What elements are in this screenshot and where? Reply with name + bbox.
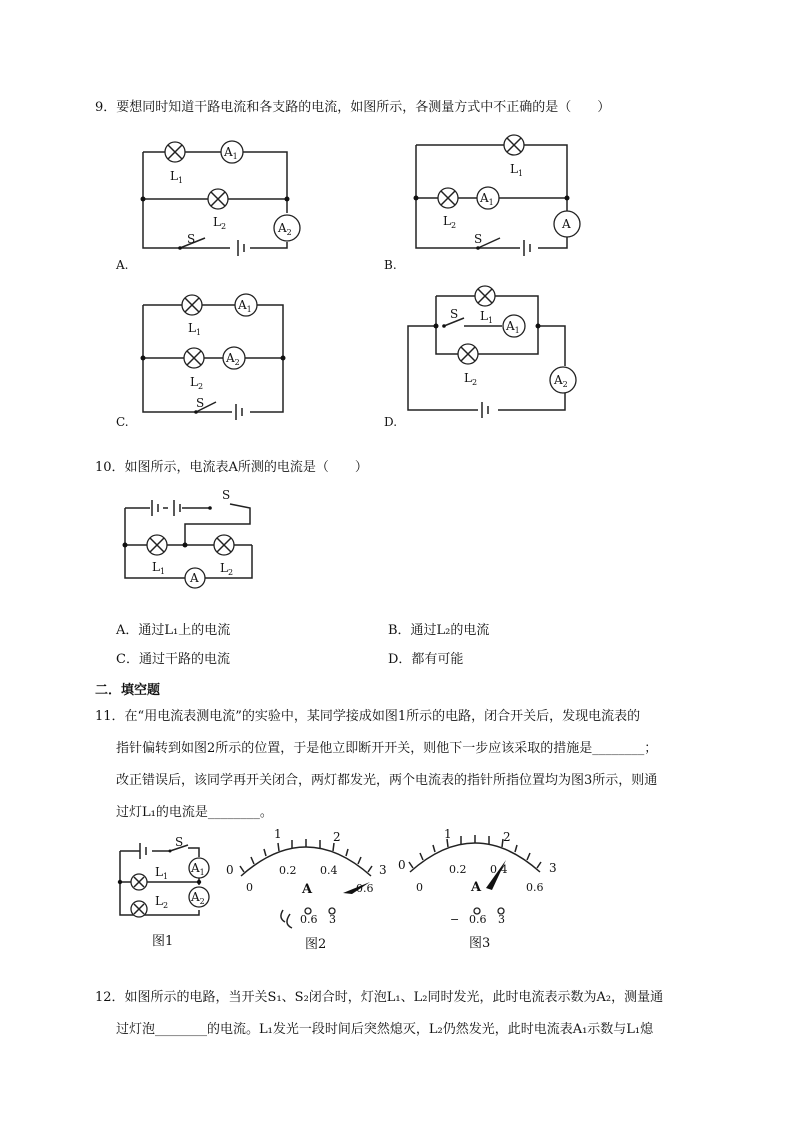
- fig3-terminal-06: 0.6: [469, 913, 487, 926]
- fig3-bottom-tick-1: 0.2: [449, 863, 467, 876]
- figure-3-dial: [409, 835, 541, 914]
- q9-stem: 9．要想同时知道干路电流和各支路的电流，如图所示，各测量方式中不正确的是（ ）: [95, 100, 611, 115]
- figure-2-caption: 图2: [305, 937, 327, 952]
- svg-text:A: A: [562, 217, 571, 231]
- q10-stem: 10．如图所示，电流表A所测的电流是（ ）: [95, 460, 368, 475]
- figure-3-caption: 图3: [469, 936, 491, 951]
- svg-text:A1: $A_1$: [480, 191, 494, 207]
- fig2-top-tick-3: 3: [379, 863, 387, 877]
- q10-option-b: B．通过L₂的电流: [388, 623, 490, 638]
- fig3-top-tick-3: 3: [549, 861, 557, 875]
- fig2-top-tick-1: 1: [274, 827, 282, 841]
- svg-text:S: S: [175, 835, 184, 849]
- q10-option-a: A．通过L₁上的电流: [116, 623, 231, 638]
- section-title: 二．填空题: [95, 683, 161, 698]
- svg-text:A1: $A_1$: [224, 145, 238, 161]
- fig3-zero-top: 0: [398, 858, 406, 872]
- q12-line-2: 过灯泡________的电流。L₁发光一段时间后突然熄灭，L₂仍然发光，此时电流表A₁示数与L₁熄: [116, 1022, 654, 1037]
- svg-text:A2: $A_2$: [278, 221, 292, 237]
- fig2-bottom-tick-0: 0: [246, 881, 253, 894]
- fig2-zero-top: 0: [226, 863, 234, 877]
- fig3-bottom-tick-3: 0.6: [526, 881, 544, 894]
- svg-text:S: S: [450, 307, 459, 321]
- svg-text:S: S: [474, 232, 483, 246]
- svg-text:L2: $L_2$: [464, 371, 478, 387]
- svg-text:A1: $A_1$: [191, 861, 205, 877]
- fig2-terminal-3: 3: [329, 913, 336, 926]
- svg-text:L1: $L_1$: [152, 560, 166, 576]
- q11-line-4: 过灯L₁的电流是________。: [116, 805, 273, 820]
- svg-text:L2: $L_2$: [220, 561, 234, 577]
- fig3-top-tick-1: 1: [444, 827, 452, 841]
- svg-text:L2: $L_2$: [213, 215, 227, 231]
- svg-text:L2: $L_2$: [190, 375, 204, 391]
- fig2-bottom-tick-1: 0.2: [279, 864, 297, 877]
- fig3-bottom-tick-2: 0.4: [490, 863, 508, 876]
- svg-text:L1: $L_1$: [510, 162, 524, 178]
- svg-text:L1: $L_1$: [480, 309, 494, 325]
- fig2-terminal-06: 0.6: [300, 913, 318, 926]
- q9-option-d-label: D.: [384, 415, 398, 429]
- q9-option-a-label: A.: [116, 258, 129, 272]
- fig2-unit: A: [302, 882, 313, 897]
- q9-option-b-label: B.: [384, 258, 397, 272]
- svg-text:L2: $L_2$: [443, 214, 457, 230]
- q11-line-1: 11．在“用电流表测电流”的实验中，某同学接成如图1所示的电路，闭合开关后，发现电流表的: [95, 709, 641, 724]
- q10-option-c: C．通过干路的电流: [116, 652, 230, 667]
- fig3-bottom-tick-0: 0: [416, 881, 423, 894]
- fig2-top-tick-2: 2: [333, 830, 341, 844]
- svg-text:L1: $L_1$: [170, 169, 184, 185]
- svg-text:L1: $L_1$: [155, 865, 169, 881]
- fig2-bottom-tick-2: 0.4: [320, 864, 338, 877]
- fig3-terminal-minus: −: [450, 913, 460, 926]
- svg-text:A2: $A_2$: [554, 373, 568, 389]
- fig3-terminal-3: 3: [498, 913, 505, 926]
- svg-text:L1: $L_1$: [188, 321, 202, 337]
- q10-option-d: D．都有可能: [388, 652, 464, 667]
- figure-1-circuit: [118, 835, 209, 917]
- fig2-bottom-tick-3: 0.6: [356, 882, 374, 895]
- q12-line-1: 12．如图所示的电路，当开关S₁、S₂闭合时，灯泡L₁、L₂同时发光，此时电流表示数为A₂，测量通: [95, 990, 664, 1005]
- svg-text:S: S: [196, 396, 205, 410]
- svg-text:L2: $L_2$: [155, 894, 169, 910]
- q11-line-2: 指针偏转到如图2所示的位置，于是他立即断开开关，则他下一步应该采取的措施是________；: [116, 741, 658, 756]
- svg-text:A: A: [190, 571, 199, 585]
- svg-text:S: S: [187, 232, 196, 246]
- svg-text:A1: $A_1$: [238, 298, 252, 314]
- svg-text:A2: $A_2$: [191, 890, 205, 906]
- svg-text:A2: $A_2$: [226, 351, 240, 367]
- fig3-top-tick-2: 2: [503, 830, 511, 844]
- q9-option-c-label: C.: [116, 415, 129, 429]
- svg-text:S: S: [222, 488, 231, 502]
- fig3-unit: A: [471, 880, 482, 895]
- svg-text:A1: $A_1$: [506, 319, 520, 335]
- q11-line-3: 改正错误后，该同学再开关闭合，两灯都发光，两个电流表的指针所指位置均为图3所示，则通: [116, 773, 658, 788]
- figure-1-caption: 图1: [152, 934, 174, 949]
